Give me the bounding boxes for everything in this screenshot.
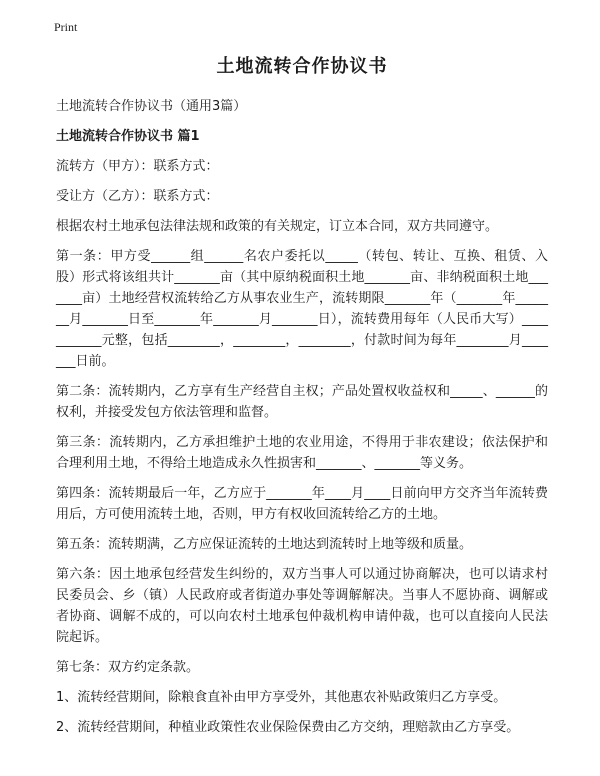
article-6-paragraph: 第六条：因土地承包经营发生纠纷的，双方当事人可以通过协商解决，也可以请求村民委员会、乡（镇）人民政府或者街道办事处等调解解决。当事人不愿协商、调解或者协商、调解不成的，可以向农村土地承包仲裁机构申请仲裁，也可以直接向人民法院起诉。 (56, 567, 548, 645)
document-subtitle: 土地流转合作协议书（通用3篇） (56, 99, 247, 114)
document-title: 土地流转合作协议书 (216, 56, 388, 77)
party-a-line: 流转方（甲方）：联系方式： (56, 159, 219, 174)
article-7-paragraph: 第七条：双方约定条款。 (56, 660, 200, 675)
party-b-line: 受让方（乙方）：联系方式： (56, 189, 219, 204)
print-label[interactable]: Print (54, 20, 78, 34)
clause-2-paragraph: 2、流转经营期间，种植业政策性农业保险保费由乙方交纳，理赔款由乙方享受。 (56, 720, 520, 735)
article-2-paragraph: 第二条：流转期内，乙方享有生产经营自主权；产品处置权收益权和_____、______的权利，并接受发包方依法管理和监督。 (56, 384, 548, 420)
article-4-paragraph: 第四条：流转期最后一年，乙方应于_______年____月____日前向甲方交齐当年流转费用后，方可使用流转土地，否则，甲方有权收回流转给乙方的土地。 (56, 486, 548, 522)
section-heading: 土地流转合作协议书 篇1 (56, 129, 200, 144)
article-5-paragraph: 第五条：流转期满，乙方应保证流转的土地达到流转时上地等级和质量。 (56, 537, 473, 552)
document-body (56, 52, 548, 747)
clause-1-paragraph: 1、流转经营期间，除粮食直补由甲方享受外，其他惠农补贴政策归乙方享受。 (56, 690, 507, 705)
article-3-paragraph: 第三条：流转期内，乙方承担维护土地的农业用途，不得用于非农建设；依法保护和合理利用土地，不得给土地造成永久性损害和_______、_______等义务。 (56, 435, 548, 471)
preamble-paragraph: 根据农村土地承包法律法规和政策的有关规定，订立本合同，双方共同遵守。 (56, 219, 499, 234)
article-1-paragraph: 第一条：甲方受______组______名农户委托以_____（转包、转让、互换、租赁、入股）形式将该组共计_______亩（其中原纳税面积土地_______亩、非纳税面积土地_______亩）土地经营权流转给乙方从事农业生产，流转期限_______年（_______年_______月_______日至_______年_______月_______日），流转费用每年（人民币大写）___________元整，包括________，________，________，付款时间为每年________月_______日前。 (56, 249, 548, 369)
